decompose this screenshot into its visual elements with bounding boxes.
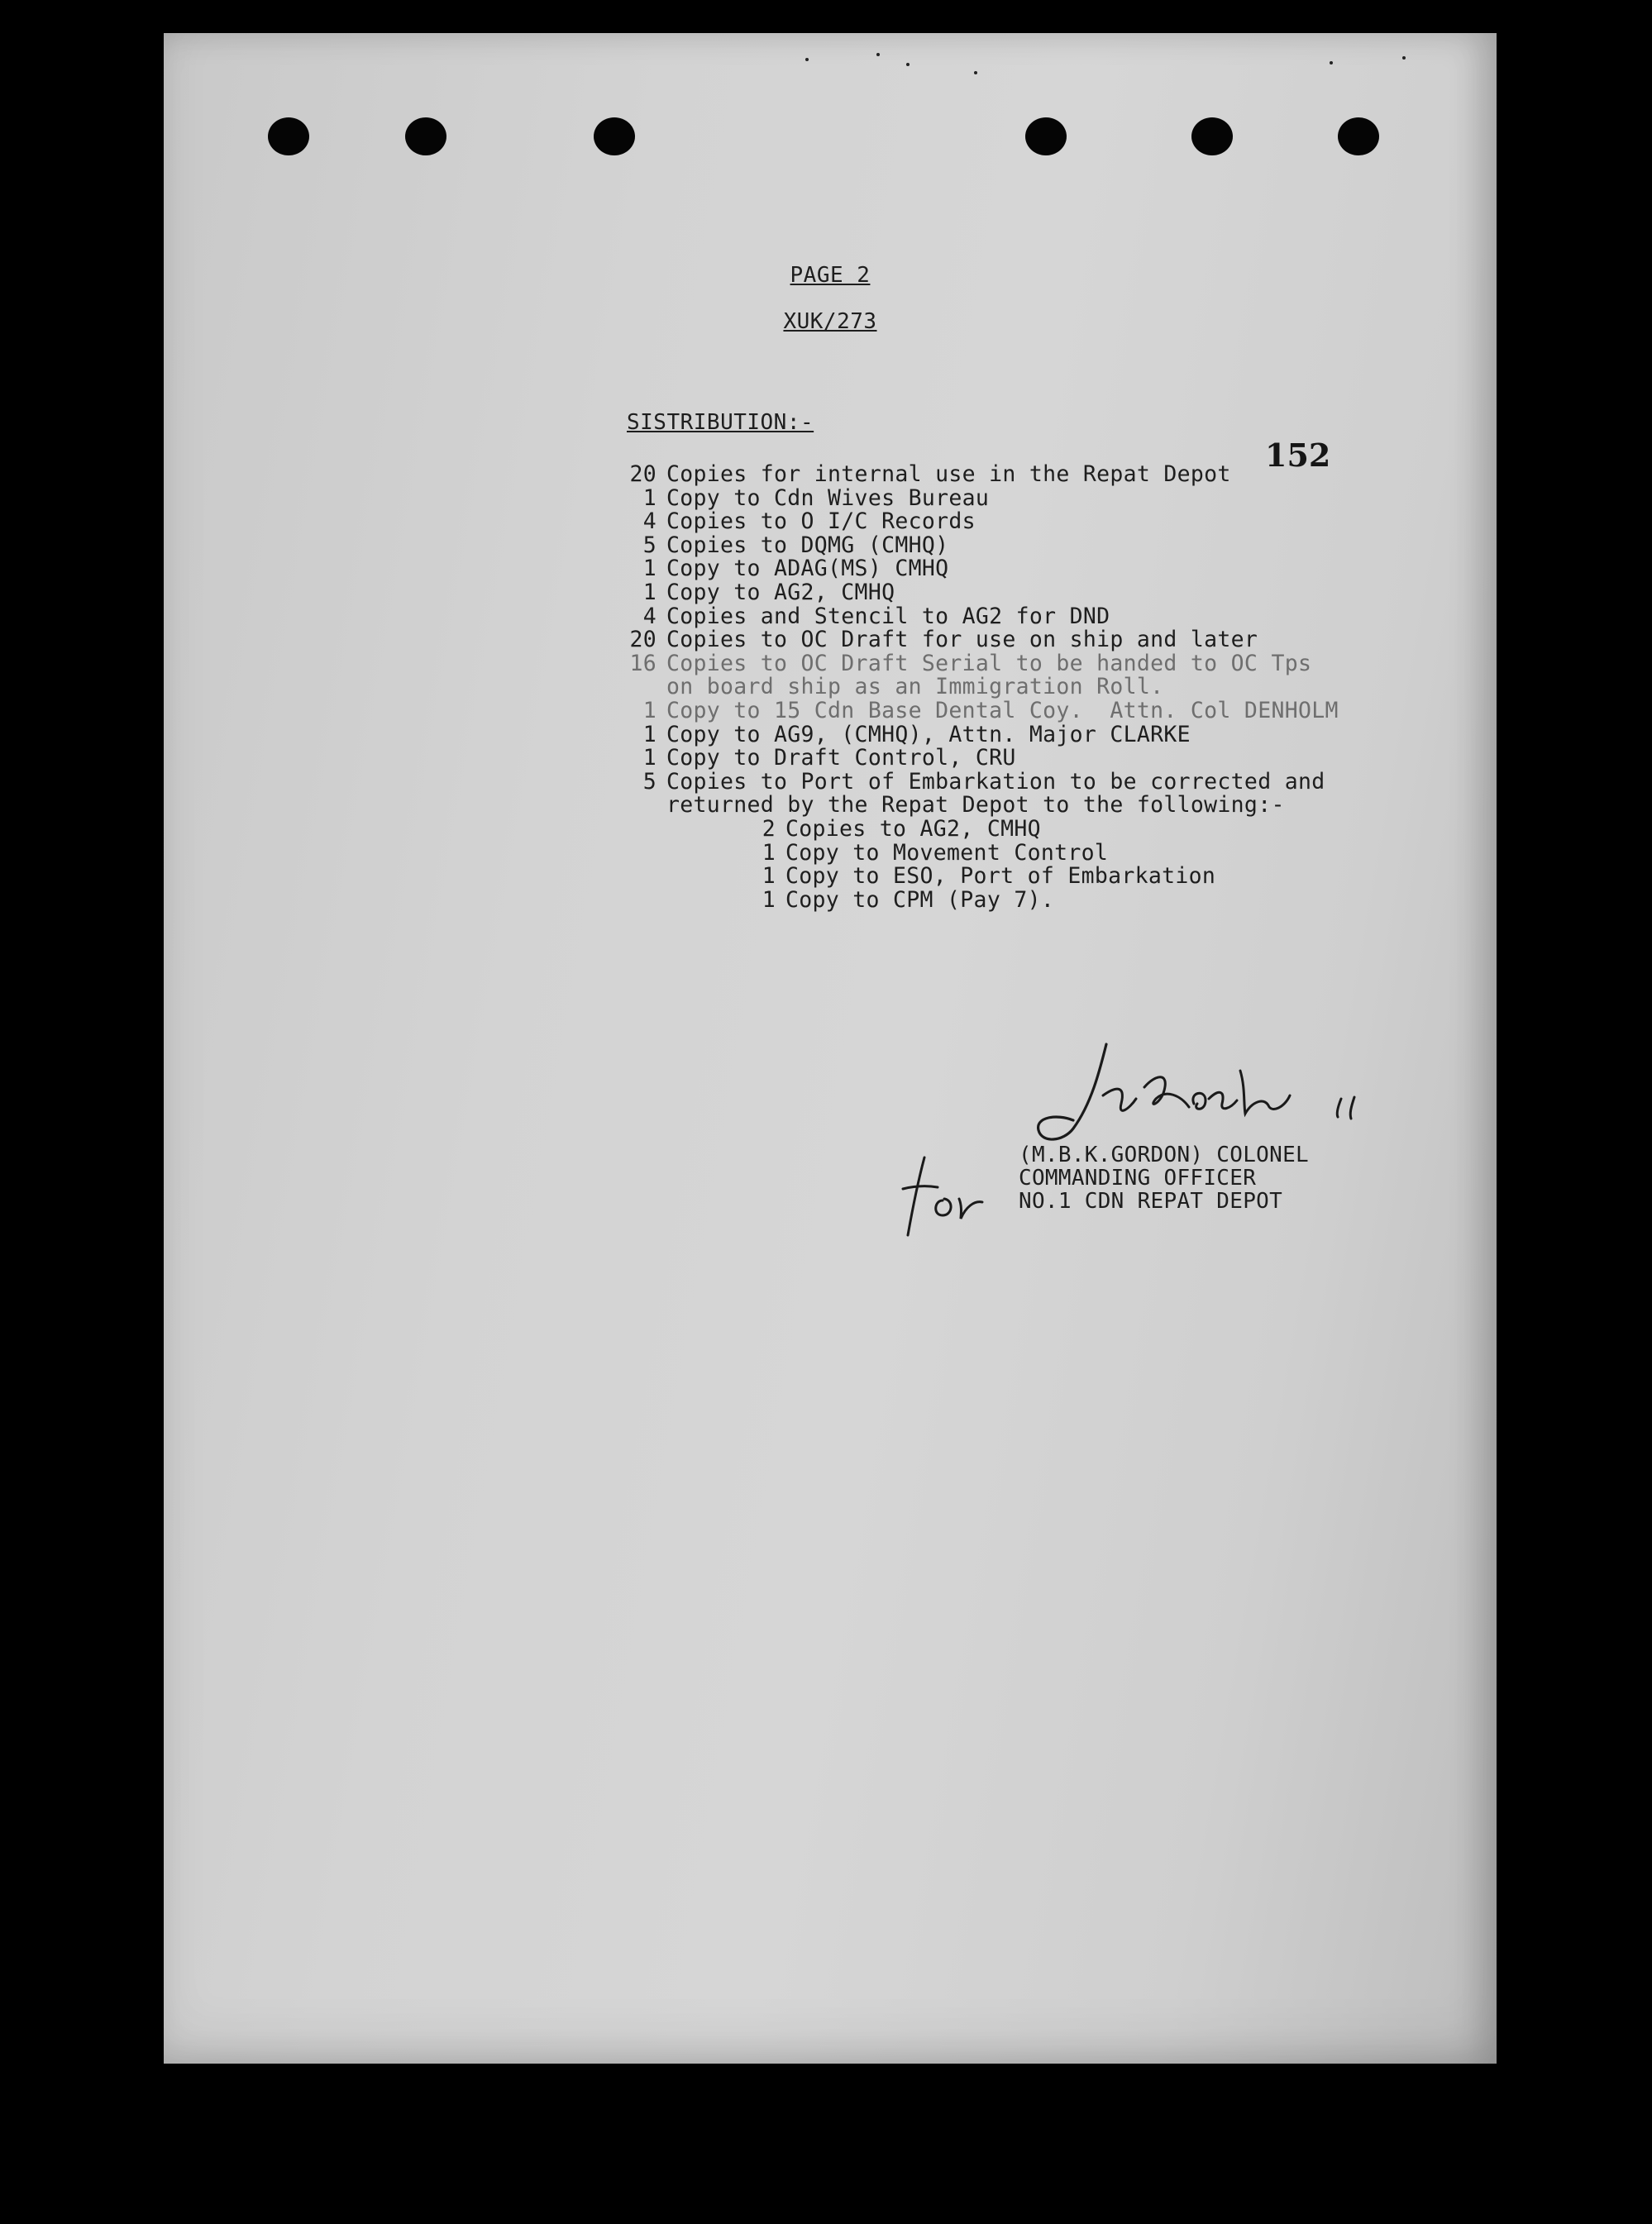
distribution-heading: SISTRIBUTION:-	[627, 410, 814, 435]
item-text: Copy to CPM (Pay 7).	[785, 886, 1055, 913]
item-quantity: 1	[642, 697, 657, 723]
paper-speck	[805, 58, 809, 61]
item-continuation: returned by the Repat Depot to the following:-	[666, 792, 1285, 818]
distribution-list	[623, 463, 1533, 912]
punch-hole	[594, 117, 635, 155]
list-item	[623, 605, 1533, 629]
item-quantity: 1	[762, 839, 776, 866]
punch-hole	[405, 117, 446, 155]
paper-speck	[1330, 61, 1333, 64]
signature-block	[1019, 1143, 1309, 1213]
item-text: Copies to AG2, CMHQ	[785, 815, 1041, 842]
signatory-title: COMMANDING OFFICER	[1019, 1166, 1257, 1191]
item-quantity: 1	[642, 579, 657, 605]
punch-hole	[1025, 117, 1067, 155]
document-page	[164, 33, 1497, 2064]
item-quantity: 20	[629, 627, 657, 653]
item-quantity: 16	[629, 650, 657, 676]
list-item	[623, 534, 1533, 558]
item-quantity: 1	[642, 745, 657, 771]
item-quantity: 4	[642, 508, 657, 535]
item-text: Copies and Stencil to AG2 for DND	[666, 603, 1110, 629]
list-item	[623, 652, 1533, 676]
punch-hole	[1338, 117, 1379, 155]
item-text: Copies to DQMG (CMHQ)	[666, 532, 949, 558]
item-text: Copies for internal use in the Repat Depot	[666, 461, 1231, 487]
handwritten-signature	[1024, 1038, 1404, 1153]
item-text: Copies to Port of Embarkation to be corrected and	[666, 768, 1325, 795]
punch-hole	[268, 117, 309, 155]
page-label: PAGE 2	[790, 263, 871, 288]
page-number: 152	[1265, 437, 1331, 474]
sub-list-item	[623, 886, 1533, 913]
list-item	[623, 723, 1533, 747]
sub-list-item	[623, 865, 1533, 889]
item-quantity: 1	[762, 863, 776, 890]
item-text: Copies to O I/C Records	[666, 508, 976, 535]
list-item	[623, 484, 1533, 511]
paper-speck	[1402, 56, 1406, 60]
item-text: Copy to Movement Control	[785, 839, 1109, 866]
item-continuation: on board ship as an Immigration Roll.	[666, 674, 1164, 700]
list-item	[623, 628, 1533, 652]
item-text: Copies to OC Draft for use on ship and later	[666, 627, 1258, 653]
list-item	[623, 747, 1533, 771]
item-text: Copy to Draft Control, CRU	[666, 745, 1016, 771]
item-text: Copy to Cdn Wives Bureau	[666, 484, 990, 511]
item-quantity: 2	[762, 815, 776, 842]
item-quantity: 1	[642, 484, 657, 511]
item-quantity: 20	[629, 461, 657, 487]
signatory-unit: NO.1 CDN REPAT DEPOT	[1019, 1189, 1283, 1214]
item-text: Copy to AG9, (CMHQ), Attn. Major CLARKE	[666, 721, 1191, 747]
paper-speck	[974, 71, 977, 74]
item-text: Copy to AG2, CMHQ	[666, 579, 895, 605]
item-quantity: 5	[642, 768, 657, 795]
sub-list-item	[623, 815, 1533, 842]
for-annotation	[900, 1149, 999, 1240]
signatory-name: (M.B.K.GORDON) COLONEL	[1019, 1143, 1309, 1167]
list-item	[623, 581, 1533, 605]
item-quantity: 4	[642, 603, 657, 629]
list-item	[623, 510, 1533, 534]
item-quantity: 1	[642, 721, 657, 747]
sub-list-item	[623, 839, 1533, 866]
punch-hole	[1191, 117, 1233, 155]
reference-number: XUK/273	[783, 309, 877, 334]
paper-speck	[906, 63, 910, 66]
item-quantity: 5	[642, 532, 657, 558]
item-quantity: 1	[642, 556, 657, 582]
item-text: Copy to 15 Cdn Base Dental Coy. Attn. Col DENHOLM	[666, 697, 1339, 723]
item-text: Copies to OC Draft Serial to be handed to OC Tps	[666, 650, 1312, 676]
list-item	[623, 699, 1533, 723]
item-text: Copy to ESO, Port of Embarkation	[785, 863, 1216, 890]
list-item	[623, 463, 1533, 487]
item-text: Copy to ADAG(MS) CMHQ	[666, 556, 949, 582]
list-item	[623, 557, 1533, 581]
paper-speck	[876, 53, 880, 56]
list-item	[623, 768, 1533, 795]
item-quantity: 1	[762, 886, 776, 913]
